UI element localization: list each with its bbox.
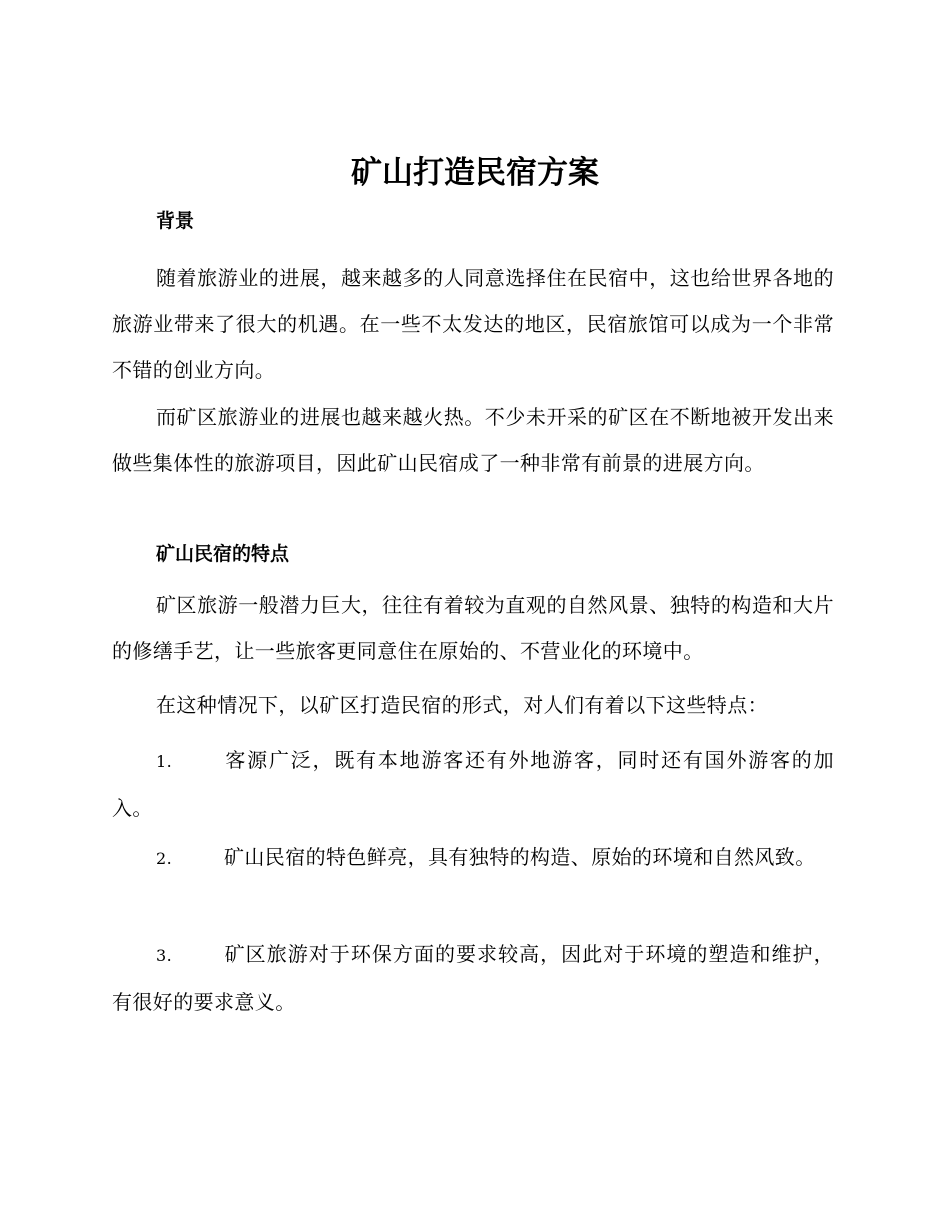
- list-item-text: 矿山民宿的特色鲜亮，具有独特的构造、原始的环境和自然风致。: [224, 845, 816, 869]
- list-item-text: 客源广泛，既有本地游客还有外地游客，同时还有国外游客的加入。: [112, 748, 834, 820]
- paragraph: 矿区旅游一般潜力巨大，往往有着较为直观的自然风景、独特的构造和大片的修缮手艺，让一些旅客更同意住在原始的、不营业化的环境中。: [112, 593, 834, 663]
- list-item-number: 2.: [156, 849, 173, 868]
- list-item: [112, 737, 834, 831]
- list-item: [112, 834, 834, 882]
- paragraph: 而矿区旅游业的进展也越来越火热。不少未开采的矿区在不断地被开发出来做些集体性的旅游项目，因此矿山民宿成了一种非常有前景的进展方向。: [112, 405, 834, 475]
- paragraph: 随着旅游业的进展，越来越多的人同意选择住在民宿中，这也给世界各地的旅游业带来了很大的机遇。在一些不太发达的地区，民宿旅馆可以成为一个非常不错的创业方向。: [112, 266, 834, 382]
- list-item-number: 3.: [156, 946, 173, 965]
- list-item-number: 1.: [156, 752, 173, 771]
- list-item: [112, 931, 834, 1025]
- list-item-text: 矿区旅游对于环保方面的要求较高，因此对于环境的塑造和维护，有很好的要求意义。: [112, 942, 834, 1014]
- section-heading-features: 矿山民宿的特点: [156, 543, 290, 565]
- paragraph: 在这种情况下，以矿区打造民宿的形式，对人们有着以下这些特点：: [156, 693, 768, 717]
- document-title: 矿山打造民宿方案: [351, 155, 599, 191]
- section-heading-background: 背景: [156, 210, 195, 232]
